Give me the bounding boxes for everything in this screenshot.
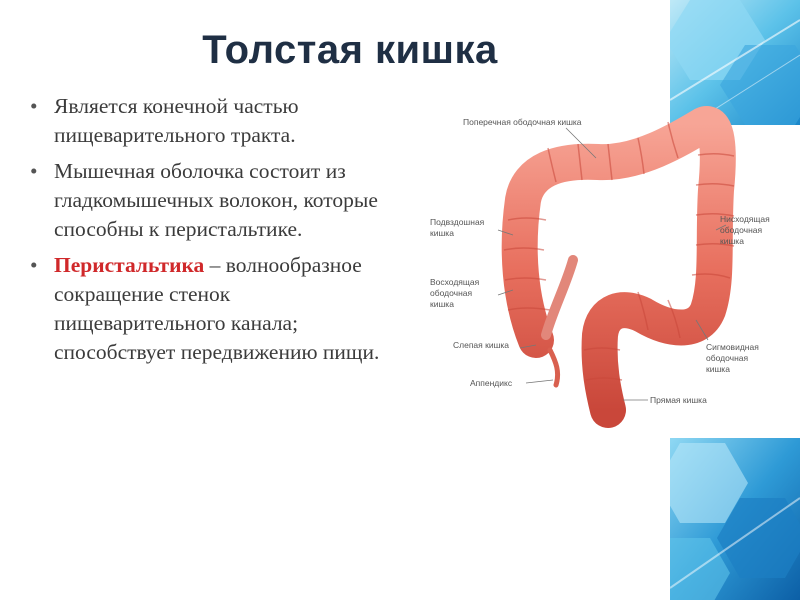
- bullet-marker: •: [30, 94, 38, 118]
- bullet-list: [30, 92, 400, 374]
- label-rectum: Прямая кишка: [650, 395, 707, 405]
- label-ascending-colon: Восходящая: [430, 277, 480, 287]
- bullet-term: Перистальтика: [54, 253, 205, 277]
- bullet-item: [30, 157, 400, 244]
- label-descending-colon: Нисходящая: [720, 214, 770, 224]
- label-transverse-colon: Поперечная ободочная кишка: [463, 117, 582, 127]
- bullet-text: Мышечная оболочка состоит из гладкомышечных волокон, которые способны к перистальтике.: [54, 159, 378, 241]
- label-descending-colon: ободочная: [720, 225, 763, 235]
- label-descending-colon: кишка: [720, 236, 744, 246]
- slide-title: Толстая кишка: [202, 28, 498, 72]
- label-cecum: Слепая кишка: [453, 340, 510, 350]
- bullet-text: – волнообразное сокращение стенок пищеварительного канала; способствует передвижению пищи.: [54, 253, 380, 364]
- label-sigmoid-colon: кишка: [706, 364, 730, 374]
- bullet-text: Является конечной частью пищеварительного тракта.: [54, 94, 299, 147]
- label-ascending-colon: кишка: [430, 299, 454, 309]
- label-ileum: кишка: [430, 228, 454, 238]
- label-ileum: Подвздошная: [430, 217, 485, 227]
- bullet-item: [30, 251, 400, 367]
- bullet-item: [30, 92, 400, 150]
- label-ascending-colon: ободочная: [430, 288, 473, 298]
- label-sigmoid-colon: ободочная: [706, 353, 749, 363]
- bullet-marker: •: [30, 253, 38, 277]
- colon-illustration: [504, 122, 734, 410]
- decorative-blue-panel-bottom: [670, 438, 800, 600]
- large-intestine-diagram: [428, 100, 778, 440]
- label-appendix: Аппендикс: [470, 378, 513, 388]
- bullet-marker: •: [30, 159, 38, 183]
- label-sigmoid-colon: Сигмовидная: [706, 342, 759, 352]
